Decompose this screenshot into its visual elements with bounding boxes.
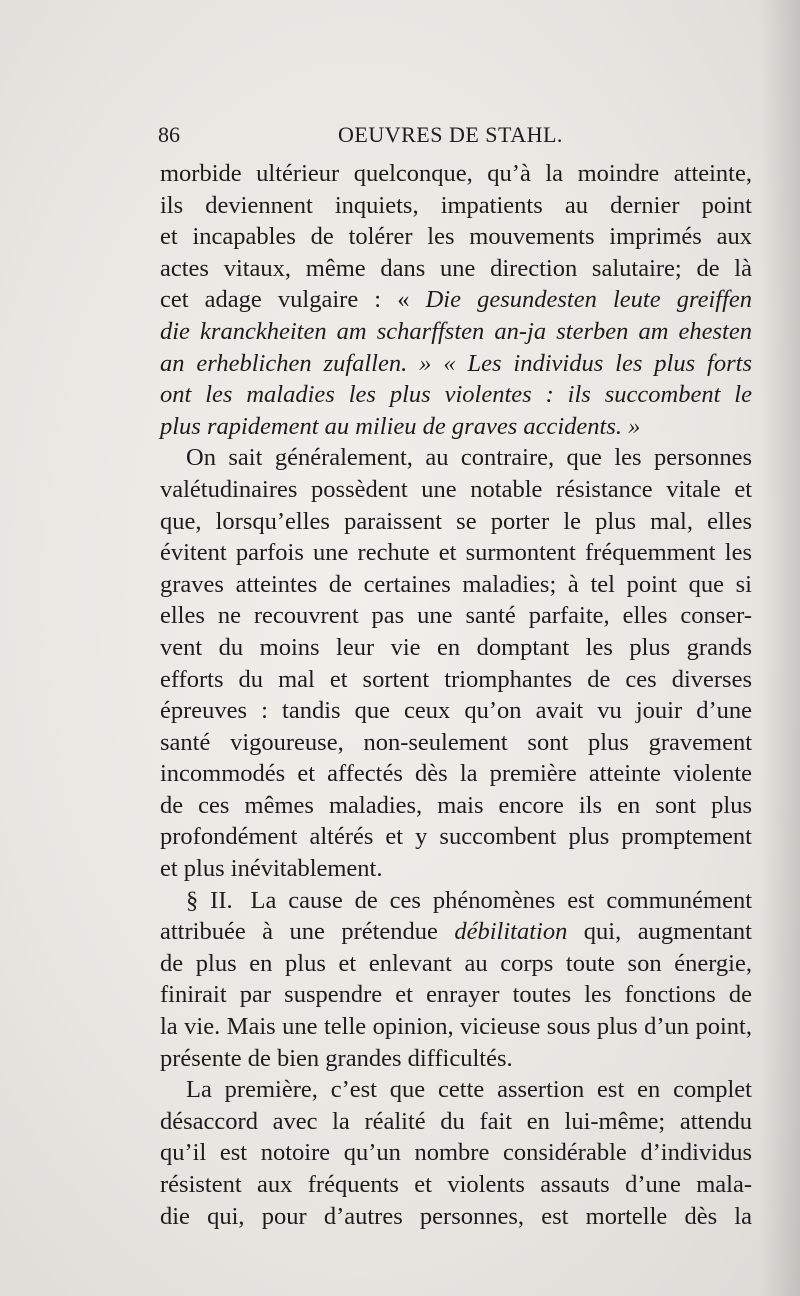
italic-term: débilitation bbox=[454, 918, 568, 946]
section-marker: § II. bbox=[186, 886, 233, 914]
text-line-italic: plus rapidement au milieu de graves accidents. » bbox=[160, 412, 641, 440]
text-line-italic: an erheblichen zufallen. » « Les individus les plus forts bbox=[160, 349, 752, 377]
text-line: épreuves : tandis que ceux qu’on avait vu jouir d’une bbox=[160, 697, 752, 725]
text-run: attribuée à une prétendue bbox=[160, 918, 455, 946]
page-header bbox=[158, 118, 758, 158]
running-title: OEUVRES DE STAHL. bbox=[338, 122, 563, 147]
text-line-italic: die kranckheiten am scharffsten an-ja sterben am ehesten bbox=[160, 317, 752, 345]
page-number: 86 bbox=[158, 122, 180, 147]
text-run: cet adage vulgaire : « bbox=[160, 286, 426, 314]
german-quote: Die gesundesten leute greiffen bbox=[425, 286, 752, 314]
text-line: efforts du mal et sortent triomphantes de ces diverses bbox=[160, 665, 752, 693]
text-line: morbide ultérieur quelconque, qu’à la moindre atteinte, bbox=[160, 160, 752, 187]
text-line: ils deviennent inquiets, impatients au dernier point bbox=[160, 191, 752, 219]
text-line-italic: ont les maladies les plus violentes : ils succombent le bbox=[160, 381, 752, 409]
text-line: et plus inévitablement. bbox=[160, 855, 383, 883]
text-line: incommodés et affectés dès la première atteinte violente bbox=[160, 760, 752, 788]
text-line: elles ne recouvrent pas une santé parfaite, elles conser- bbox=[160, 602, 752, 630]
text-line: que, lorsqu’elles paraissent se porter le plus mal, elles bbox=[160, 507, 752, 535]
text-line: désaccord avec la réalité du fait en lui-même; attendu bbox=[160, 1107, 752, 1135]
text-line: On sait généralement, au contraire, que les personnes bbox=[186, 444, 752, 472]
text-line: valétudinaires possèdent une notable résistance vitale et bbox=[160, 475, 752, 503]
text-line: graves atteintes de certaines maladies; à tel point que si bbox=[160, 570, 752, 598]
text-line: La première, c’est que cette assertion est en complet bbox=[186, 1076, 752, 1104]
text-line: et incapables de tolérer les mouvements imprimés aux bbox=[160, 223, 752, 251]
text-line: résistent aux fréquents et violents assauts d’une mala- bbox=[160, 1171, 752, 1198]
text-line: vent du moins leur vie en domptant les plus grands bbox=[160, 633, 752, 661]
text-line: actes vitaux, même dans une direction salutaire; de là bbox=[160, 254, 752, 282]
text-line: de ces mêmes maladies, mais encore ils en sont plus bbox=[160, 791, 752, 819]
text-line: finirait par suspendre et enrayer toutes les fonctions de bbox=[160, 981, 752, 1009]
text-line bbox=[160, 916, 752, 948]
text-run: La cause de ces phénomènes est communément bbox=[250, 886, 753, 914]
text-line: de plus en plus et enlevant au corps toute son énergie, bbox=[160, 949, 752, 977]
text-line: présente de bien grandes difficultés. bbox=[160, 1044, 513, 1072]
text-line bbox=[160, 885, 752, 917]
body-text bbox=[160, 158, 752, 1232]
text-line: profondément altérés et y succombent plus promptement bbox=[160, 823, 752, 851]
text-line: santé vigoureuse, non-seulement sont plus gravement bbox=[160, 728, 752, 756]
text-line: la vie. Mais une telle opinion, vicieuse sous plus d’un point, bbox=[160, 1013, 752, 1041]
page-edge-shadow bbox=[760, 0, 800, 1296]
text-line bbox=[160, 284, 752, 316]
text-line: die qui, pour d’autres personnes, est mortelle dès la bbox=[160, 1202, 752, 1230]
text-line: qu’il est notoire qu’un nombre considérable d’individus bbox=[160, 1139, 752, 1167]
text-line: évitent parfois une rechute et surmontent fréquemment les bbox=[160, 539, 752, 567]
text-run: qui, augmentant bbox=[567, 918, 752, 946]
